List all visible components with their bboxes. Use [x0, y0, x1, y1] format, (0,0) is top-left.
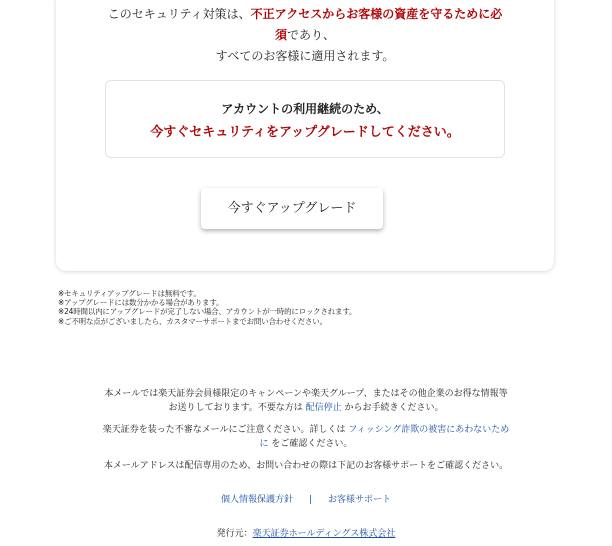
intro-line-3: すべてのお客様に適用されます。: [215, 49, 395, 63]
footer-promo-line-2: [0, 401, 612, 415]
intro-line-2-suffix: であり、: [287, 28, 336, 42]
upgrade-notice-box: [105, 80, 505, 158]
security-card: [56, 0, 554, 271]
footer-phishing-line-2: [0, 437, 612, 451]
footer-phishing-suffix: をご確認ください。: [268, 439, 353, 449]
notes-list: [58, 289, 438, 326]
footer-promo-suffix: からお手続きください。: [341, 403, 444, 413]
unsubscribe-link[interactable]: 配信停止: [305, 403, 342, 413]
intro-line-1-prefix: このセキュリティ対策は、: [107, 7, 251, 21]
phishing-info-link[interactable]: フィッシング詐欺の被害にあわないため: [348, 425, 510, 435]
footer-promo-line-1: 本メールでは楽天証券会員様限定のキャンペーンや楽天グループ、またはその他企業のお得な情報等: [104, 389, 508, 399]
phishing-info-link-continued[interactable]: に: [259, 439, 269, 449]
notice-line-1: アカウントの利用継続のため、: [221, 102, 389, 116]
footer-phishing-paragraph: [0, 423, 612, 451]
footer-link-separator: |: [308, 495, 313, 505]
footer-phishing-line-1: [0, 423, 612, 437]
footer-promo-prefix: お送りしております。不要な方は: [168, 403, 306, 413]
intro-line-2: [56, 25, 554, 46]
note-item: ※ご不明な点がございましたら、カスタマーサポートまでお問い合わせください。: [58, 316, 327, 326]
intro-line-1: [56, 4, 554, 25]
intro-text: [56, 4, 554, 67]
publisher-link[interactable]: 楽天証券ホールディングス株式会社: [252, 529, 396, 539]
intro-line-2-red: 須: [274, 28, 287, 42]
note-item: ※アップグレードには数分かかる場合があります。: [58, 298, 224, 308]
footer-phishing-prefix: 楽天証券を装った不審なメールにご注意ください。詳しくは: [102, 425, 349, 435]
upgrade-now-button[interactable]: 今すぐアップグレード: [201, 188, 383, 229]
privacy-policy-link[interactable]: 個人情報保護方針: [220, 495, 293, 505]
note-item: ※24時間以内にアップグレードが完了しない場合、アカウントが一時的にロックされます。: [58, 307, 357, 317]
note-item: ※セキュリティアップグレードは無料です。: [58, 289, 201, 298]
notice-line-2: 今すぐセキュリティをアップグレードしてください。: [150, 125, 460, 140]
footer-sendonly-paragraph: 本メールアドレスは配信専用のため、お問い合わせの際は下記のお客様サポートをご確認ください。: [103, 461, 509, 471]
publisher-line: [0, 527, 612, 541]
footer-links: [0, 493, 612, 507]
intro-line-1-red: 不正アクセスからお客様の資産を守るために必: [250, 7, 503, 21]
customer-support-link[interactable]: お客様サポート: [328, 495, 392, 505]
footer-promo-paragraph: [0, 387, 612, 415]
publisher-label: 発行元：: [216, 529, 253, 539]
